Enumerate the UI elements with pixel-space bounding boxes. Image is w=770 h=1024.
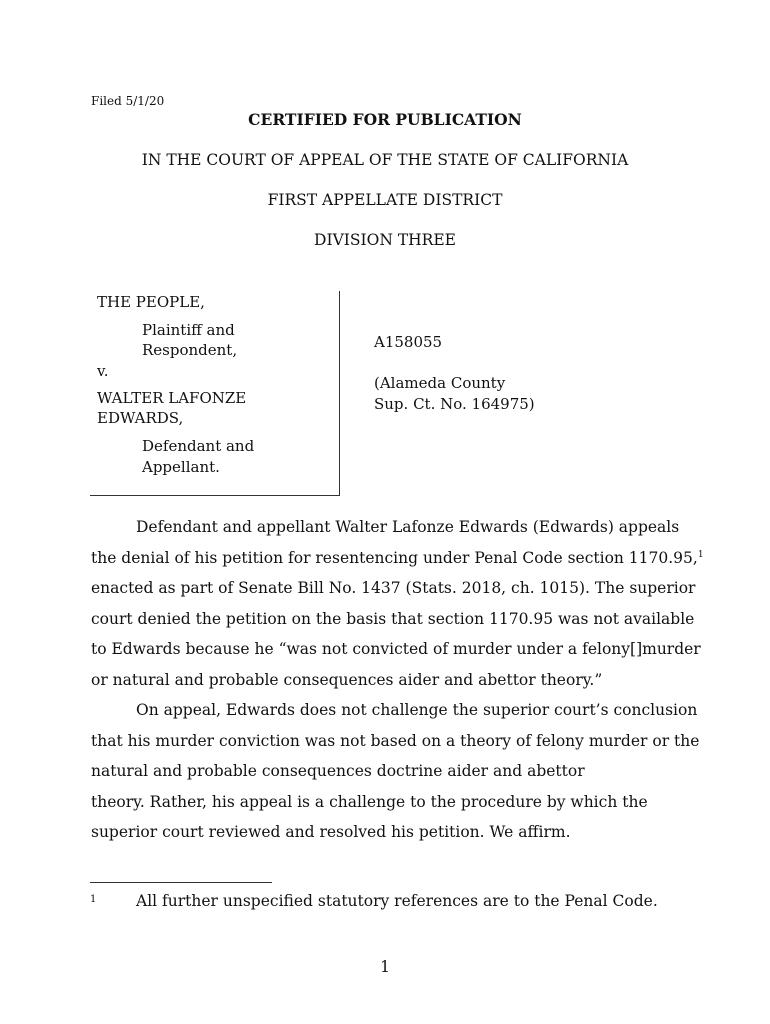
body-line-text: the denial of his petition for resentencing under Penal Code section 1170.95, <box>91 548 698 567</box>
body-line: Defendant and appellant Walter Lafonze Edwards (Edwards) appeals <box>136 518 680 536</box>
footnote-divider <box>90 882 272 883</box>
body-line: theory. Rather, his appeal is a challenge to the procedure by which the <box>91 792 648 811</box>
defendant-role-line1: Defendant and <box>142 437 255 455</box>
caption-divider-vertical <box>339 291 340 495</box>
division-heading: DIVISION THREE <box>314 231 456 249</box>
opinion-body <box>91 512 704 848</box>
county-line2: Sup. Ct. No. 164975) <box>374 395 535 413</box>
footnote-number: 1 <box>90 894 97 905</box>
footnote-ref[interactable]: 1 <box>697 549 704 560</box>
body-line: to Edwards because he “was not convicted of murder under a felony[]murder <box>91 640 701 658</box>
defendant-name-line1: WALTER LAFONZE <box>97 389 247 407</box>
certified-heading: CERTIFIED FOR PUBLICATION <box>248 110 522 129</box>
body-line <box>91 543 704 574</box>
footnote-text: All further unspecified statutory references are to the Penal Code. <box>136 892 658 910</box>
body-line: or natural and probable consequences aider and abettor theory.” <box>91 670 603 689</box>
plaintiff-role-line1: Plaintiff and <box>142 321 235 339</box>
versus: v. <box>97 362 109 380</box>
district-heading: FIRST APPELLATE DISTRICT <box>267 191 503 209</box>
filed-date: Filed 5/1/20 <box>91 94 165 108</box>
body-line: that his murder conviction was not based on a theory of felony murder or the <box>91 731 700 750</box>
body-line: On appeal, Edwards does not challenge the superior court’s conclusion <box>136 701 698 719</box>
caption-divider-horizontal <box>90 495 340 496</box>
defendant-role-line2: Appellant. <box>142 458 220 476</box>
body-line: superior court reviewed and resolved his petition. We affirm. <box>91 823 571 841</box>
page-number: 1 <box>380 958 390 976</box>
plaintiff-name: THE PEOPLE, <box>97 293 205 311</box>
body-line: court denied the petition on the basis that section 1170.95 was not available <box>91 609 695 628</box>
case-number: A158055 <box>374 333 443 351</box>
body-line: enacted as part of Senate Bill No. 1437 (Stats. 2018, ch. 1015). The superior <box>91 579 696 597</box>
defendant-name-line2: EDWARDS, <box>97 409 184 427</box>
county-line1: (Alameda County <box>374 374 506 392</box>
body-line: natural and probable consequences doctrine aider and abettor <box>91 762 585 780</box>
plaintiff-role-line2: Respondent, <box>142 341 238 359</box>
court-heading: IN THE COURT OF APPEAL OF THE STATE OF CALIFORNIA <box>141 151 629 169</box>
